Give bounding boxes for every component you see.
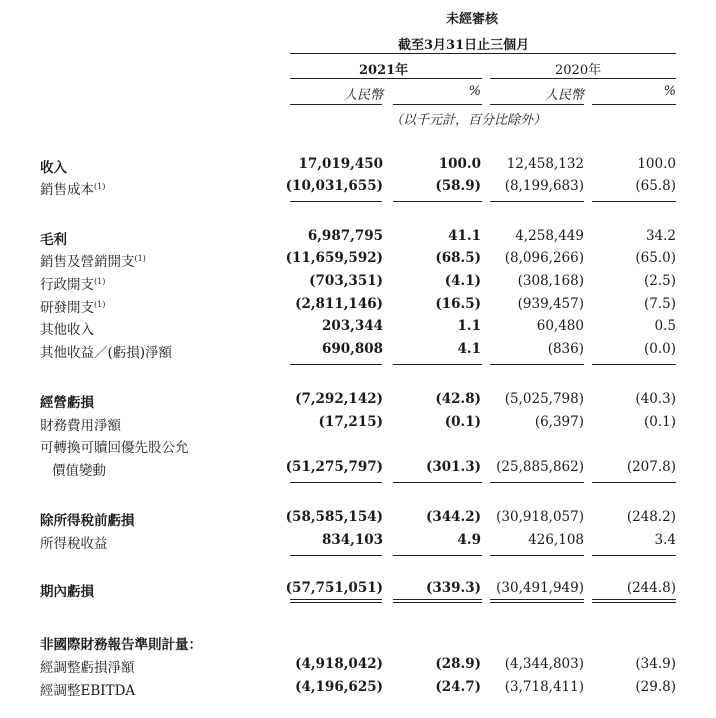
pct-2021: (339.3) [425, 580, 481, 596]
value-2021: (57,751,051) [285, 580, 383, 596]
subtotal-rule-2 [393, 482, 482, 483]
pct-2020: (65.0) [635, 250, 676, 266]
pct-2021: (42.8) [435, 391, 481, 407]
pct-2020: (248.2) [626, 509, 676, 525]
row-selling-marketing [0, 250, 716, 272]
pct-2021: (58.9) [435, 178, 481, 194]
total-double-rule-4 [592, 599, 676, 603]
row-label: 其他收益／(虧損)淨額 [40, 345, 173, 361]
pct-2020: (2.5) [643, 273, 676, 289]
value-2021: (17,215) [318, 414, 383, 430]
subtotal-rule-2 [393, 555, 482, 556]
value-2021: 17,019,450 [298, 156, 383, 172]
col-rmb-2020: 人民幣 [544, 88, 584, 103]
year-2020-rule [490, 78, 676, 79]
pct-2020: (40.3) [635, 391, 676, 407]
row-label: 毛利 [40, 232, 67, 248]
row-revenue [0, 156, 716, 178]
row-cost-of-sales [0, 178, 716, 200]
value-2021: 203,344 [321, 318, 383, 334]
value-2021: (4,196,625) [295, 679, 383, 695]
footnote-ref: (1) [94, 277, 106, 286]
subtotal-rule-1 [290, 201, 382, 202]
row-label: 期內虧損 [40, 584, 94, 600]
pct-2020: (244.8) [626, 580, 676, 596]
value-2020: (5,025,798) [504, 391, 584, 407]
value-2020: (25,885,862) [496, 459, 584, 475]
value-2021: (2,811,146) [295, 296, 383, 312]
pct-2020: (207.8) [626, 459, 676, 475]
pct-2021: 1.1 [457, 318, 481, 334]
subtotal-rule-1 [290, 364, 382, 365]
pct-2021: (24.7) [435, 679, 481, 695]
value-2021: (51,275,797) [285, 459, 383, 475]
value-2021: (10,031,655) [285, 178, 383, 194]
value-2021: 834,103 [321, 532, 383, 548]
pct-2020: (7.5) [643, 296, 676, 312]
row-label: 收入 [40, 160, 67, 176]
row-fv-change-label [0, 436, 716, 458]
value-2020: (30,491,949) [496, 580, 584, 596]
subtotal-rule-3 [490, 364, 584, 365]
pct-2020: (0.1) [643, 414, 676, 430]
value-2021: (58,585,154) [285, 509, 383, 525]
subtotal-rule-1 [290, 482, 382, 483]
row-income-tax [0, 532, 716, 554]
header-rule [290, 53, 676, 54]
row-label: 研發開支$^{(1)}$ [40, 300, 106, 316]
value-2020: (939,457) [517, 296, 584, 312]
row-label: 所得稅收益 [40, 536, 108, 552]
value-2021: (7,292,142) [295, 391, 383, 407]
pct-2021: (0.1) [444, 414, 481, 430]
subtotal-rule-3 [490, 201, 584, 202]
year-2021-rule [290, 78, 482, 79]
subtotal-rule-4 [592, 555, 676, 556]
pct-2021: 100.0 [438, 156, 481, 172]
row-label: 經調整虧損淨額 [40, 660, 135, 676]
row-label: 除所得稅前虧損 [40, 513, 135, 529]
pct-2021: (16.5) [435, 296, 481, 312]
value-2020: 4,258,449 [515, 228, 584, 244]
row-adjusted-ebitda [0, 679, 716, 701]
value-2020: (30,918,057) [496, 509, 584, 525]
row-gross-profit [0, 228, 716, 250]
row-non-ifrs-heading [0, 633, 716, 655]
value-2021: (11,659,592) [285, 250, 383, 266]
row-finance-costs [0, 414, 716, 436]
value-2021: (4,918,042) [295, 656, 383, 672]
row-label: 其他收入 [40, 322, 94, 338]
value-2020: (836) [547, 341, 584, 357]
col-rule-1 [290, 104, 382, 105]
subtotal-rule-3 [490, 482, 584, 483]
row-rnd-expenses [0, 296, 716, 318]
row-label: 銷售成本$^{(1)}$ [40, 182, 106, 198]
value-2020: 60,480 [536, 318, 584, 334]
subtotal-rule-3 [490, 555, 584, 556]
pct-2020: (65.8) [635, 178, 676, 194]
subtotal-rule-2 [393, 364, 482, 365]
year-2021: 2021年 [359, 63, 409, 78]
value-2021: 690,808 [321, 341, 383, 357]
value-2020: (308,168) [517, 273, 584, 289]
pct-2021: (4.1) [444, 273, 481, 289]
pct-2020: (34.9) [635, 656, 676, 672]
col-rule-3 [490, 104, 584, 105]
row-label: 行政開支$^{(1)}$ [40, 277, 106, 293]
value-2020: 426,108 [528, 532, 584, 548]
pct-2020: 0.5 [654, 318, 676, 334]
row-label: 經調整EBITDA [40, 683, 136, 699]
year-2020: 2020年 [555, 63, 602, 78]
pct-2020: (0.0) [643, 341, 676, 357]
footnote-ref: (1) [134, 254, 146, 263]
pct-2021: (301.3) [425, 459, 481, 475]
total-double-rule-1 [290, 599, 382, 603]
row-label: 價值變動 [52, 463, 106, 479]
col-rule-4 [592, 104, 676, 105]
pct-2020: 34.2 [645, 228, 676, 244]
col-rule-2 [393, 104, 482, 105]
row-other-income [0, 318, 716, 340]
value-2020: (4,344,803) [504, 656, 584, 672]
row-admin-expenses [0, 273, 716, 295]
pct-2021: (344.2) [425, 509, 481, 525]
section-heading: 非國際財務報告準則計量： [40, 637, 202, 653]
subtotal-rule-4 [592, 364, 676, 365]
col-pct-2020: % [663, 84, 676, 99]
header-title: 未經審核 [446, 12, 499, 27]
pct-2021: 4.9 [457, 532, 481, 548]
pct-2021: (68.5) [435, 250, 481, 266]
subtotal-rule-4 [592, 482, 676, 483]
value-2020: (3,718,411) [504, 679, 584, 695]
row-label: 可轉換可贖回優先股公允 [40, 440, 189, 456]
row-loss-before-tax [0, 509, 716, 531]
subtotal-rule-2 [393, 201, 482, 202]
pct-2020: 100.0 [637, 156, 676, 172]
row-other-gains-losses [0, 341, 716, 363]
value-2021: (703,351) [309, 273, 383, 289]
row-adjusted-net-loss [0, 656, 716, 678]
pct-2021: (28.9) [435, 656, 481, 672]
col-pct-2021: % [468, 84, 481, 99]
header-period: 截至3月31日止三個月 [398, 38, 530, 53]
unit-note: （以千元計，百分比除外） [390, 113, 547, 128]
subtotal-rule-4 [592, 201, 676, 202]
value-2021: 6,987,795 [307, 228, 383, 244]
value-2020: (8,096,266) [504, 250, 584, 266]
row-label: 經營虧損 [40, 395, 94, 411]
footnote-ref: (1) [94, 300, 106, 309]
pct-2020: (29.8) [635, 679, 676, 695]
value-2020: 12,458,132 [506, 156, 584, 172]
value-2020: (8,199,683) [504, 178, 584, 194]
footnote-ref: (1) [94, 182, 106, 191]
total-double-rule-3 [490, 599, 584, 603]
pct-2021: 4.1 [457, 341, 481, 357]
subtotal-rule-1 [290, 555, 382, 556]
value-2020: (6,397) [534, 414, 584, 430]
row-label: 銷售及營銷開支$^{(1)}$ [40, 254, 146, 270]
col-rmb-2021: 人民幣 [343, 88, 383, 103]
row-fv-change [0, 459, 716, 481]
total-double-rule-2 [393, 599, 482, 603]
pct-2021: 41.1 [448, 228, 481, 244]
row-label: 財務費用淨額 [40, 418, 121, 434]
row-operating-loss [0, 391, 716, 413]
pct-2020: 3.4 [654, 532, 676, 548]
